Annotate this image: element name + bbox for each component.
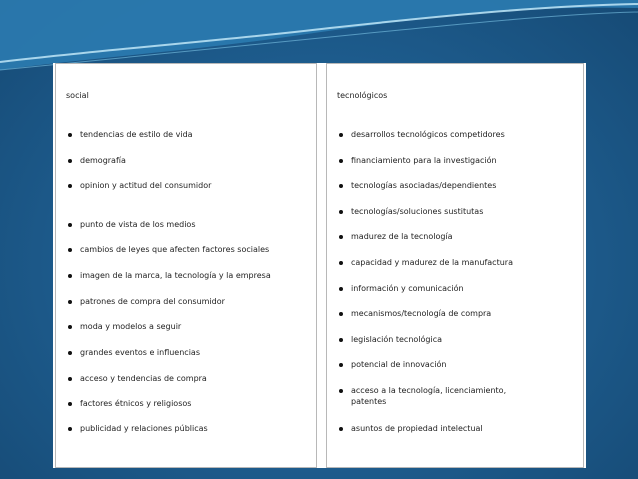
bullet-icon xyxy=(339,210,343,214)
bullet-icon xyxy=(68,427,72,431)
list-item: punto de vista de los medios xyxy=(80,219,310,230)
bullet-icon xyxy=(339,427,343,431)
bullet-icon xyxy=(339,184,343,188)
technological-title: tecnológicos xyxy=(337,91,388,100)
list-item: legislación tecnológica xyxy=(351,334,577,345)
bullet-icon xyxy=(68,223,72,227)
bullet-icon xyxy=(339,235,343,239)
bullet-icon xyxy=(68,133,72,137)
bullet-icon xyxy=(68,377,72,381)
list-item: moda y modelos a seguir xyxy=(80,321,310,332)
bullet-icon xyxy=(339,261,343,265)
bullet-icon xyxy=(68,159,72,163)
social-title: social xyxy=(66,91,89,100)
list-item: financiamiento para la investigación xyxy=(351,155,577,166)
content-panel xyxy=(53,63,586,468)
bullet-icon xyxy=(339,133,343,137)
bullet-icon xyxy=(68,402,72,406)
technological-column xyxy=(326,63,584,468)
list-item: imagen de la marca, la tecnología y la empresa xyxy=(80,270,310,281)
list-item: madurez de la tecnología xyxy=(351,231,577,242)
list-item: acceso y tendencias de compra xyxy=(80,373,310,384)
list-item: grandes eventos e influencias xyxy=(80,347,310,358)
list-item: tecnologías asociadas/dependientes xyxy=(351,180,577,191)
bullet-icon xyxy=(339,363,343,367)
bullet-icon xyxy=(68,325,72,329)
list-item: asuntos de propiedad intelectual xyxy=(351,423,577,434)
list-item: cambios de leyes que afecten factores sociales xyxy=(80,244,310,255)
list-item: tecnologías/soluciones sustitutas xyxy=(351,206,577,217)
list-item: potencial de innovación xyxy=(351,359,577,370)
list-item: demografía xyxy=(80,155,310,166)
bullet-icon xyxy=(339,389,343,393)
list-item: mecanismos/tecnología de compra xyxy=(351,308,577,319)
list-item: tendencias de estilo de vida xyxy=(80,129,310,140)
bullet-icon xyxy=(339,338,343,342)
list-item: información y comunicación xyxy=(351,283,577,294)
list-item: capacidad y madurez de la manufactura xyxy=(351,257,577,268)
bullet-icon xyxy=(68,300,72,304)
bullet-icon xyxy=(339,159,343,163)
list-item: opinion y actitud del consumidor xyxy=(80,180,310,191)
bullet-icon xyxy=(68,248,72,252)
technological-list xyxy=(327,64,583,467)
column-divider xyxy=(317,63,326,468)
social-list xyxy=(56,64,316,467)
bullet-icon xyxy=(68,274,72,278)
list-item: patrones de compra del consumidor xyxy=(80,296,310,307)
bullet-icon xyxy=(339,287,343,291)
list-item: acceso a la tecnología, licenciamiento, patentes xyxy=(351,385,533,407)
bullet-icon xyxy=(68,351,72,355)
bullet-icon xyxy=(68,184,72,188)
list-item: factores étnicos y religiosos xyxy=(80,398,310,409)
social-column xyxy=(55,63,317,468)
list-item: publicidad y relaciones públicas xyxy=(80,423,310,434)
list-item: desarrollos tecnológicos competidores xyxy=(351,129,577,140)
bullet-icon xyxy=(339,312,343,316)
